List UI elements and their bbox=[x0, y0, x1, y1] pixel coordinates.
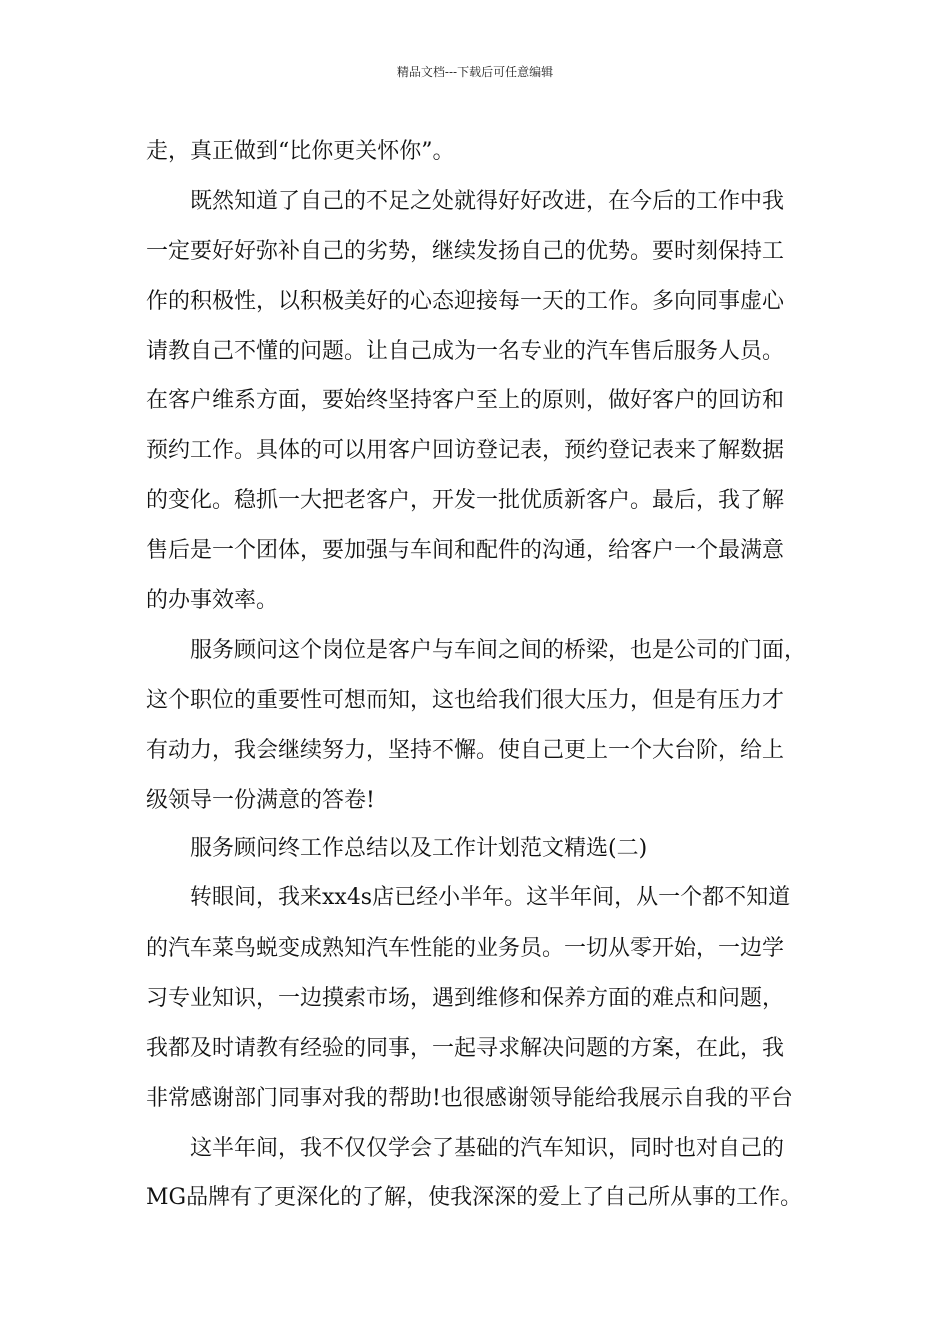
text-line: 一定要好好弥补自己的劣势，继续发扬自己的优势。要时刻保持工 bbox=[146, 239, 785, 264]
text-line: 我都及时请教有经验的同事，一起寻求解决问题的方案，在此，我 bbox=[146, 1036, 785, 1061]
text-line: 的汽车菜鸟蜕变成熟知汽车性能的业务员。一切从零开始，一边学 bbox=[146, 936, 785, 961]
text-line: 这个职位的重要性可想而知，这也给我们很大压力，但是有压力才 bbox=[146, 688, 785, 713]
text-line: 非常感谢部门同事对我的帮助!也很感谢领导能给我展示自我的平台 bbox=[146, 1086, 793, 1111]
section-title: 服务顾问终工作总结以及工作计划范文精选(二) bbox=[190, 836, 648, 861]
paragraph-start-line: 既然知道了自己的不足之处就得好好改进，在今后的工作中我 bbox=[190, 189, 785, 214]
text-line: 有动力，我会继续努力，坚持不懈。使自己更上一个大台阶，给上 bbox=[146, 738, 785, 763]
text-line: 在客户维系方面，要始终坚持客户至上的原则，做好客户的回访和 bbox=[146, 388, 785, 413]
paragraph-start-line: 这半年间，我不仅仅学会了基础的汽车知识，同时也对自己的 bbox=[190, 1136, 785, 1161]
text-line: MG品牌有了更深化的了解，使我深深的爱上了自己所从事的工作。 bbox=[146, 1185, 803, 1210]
text-line: 级领导一份满意的答卷! bbox=[146, 788, 375, 813]
text-line: 的变化。稳抓一大把老客户，开发一批优质新客户。最后，我了解 bbox=[146, 488, 785, 513]
text-line: 请教自己不懂的问题。让自己成为一名专业的汽车售后服务人员。 bbox=[146, 339, 785, 364]
text-line: 习专业知识，一边摸索市场，遇到维修和保养方面的难点和问题， bbox=[146, 986, 785, 1011]
text-line: 走，真正做到“比你更关怀你”。 bbox=[146, 139, 455, 164]
text-line: 预约工作。具体的可以用客户回访登记表，预约登记表来了解数据 bbox=[146, 438, 785, 463]
text-line: 的办事效率。 bbox=[146, 588, 279, 613]
paragraph-start-line: 转眼间，我来xx4s店已经小半年。这半年间，从一个都不知道 bbox=[190, 885, 791, 910]
text-line: 售后是一个团体，要加强与车间和配件的沟通，给客户一个最满意 bbox=[146, 538, 785, 563]
paragraph-start-line: 服务顾问这个岗位是客户与车间之间的桥梁，也是公司的门面， bbox=[190, 638, 807, 663]
text-line: 作的积极性，以积极美好的心态迎接每一天的工作。多向同事虚心 bbox=[146, 289, 785, 314]
page-header: 精品文档---下载后可任意编辑 bbox=[396, 65, 554, 79]
